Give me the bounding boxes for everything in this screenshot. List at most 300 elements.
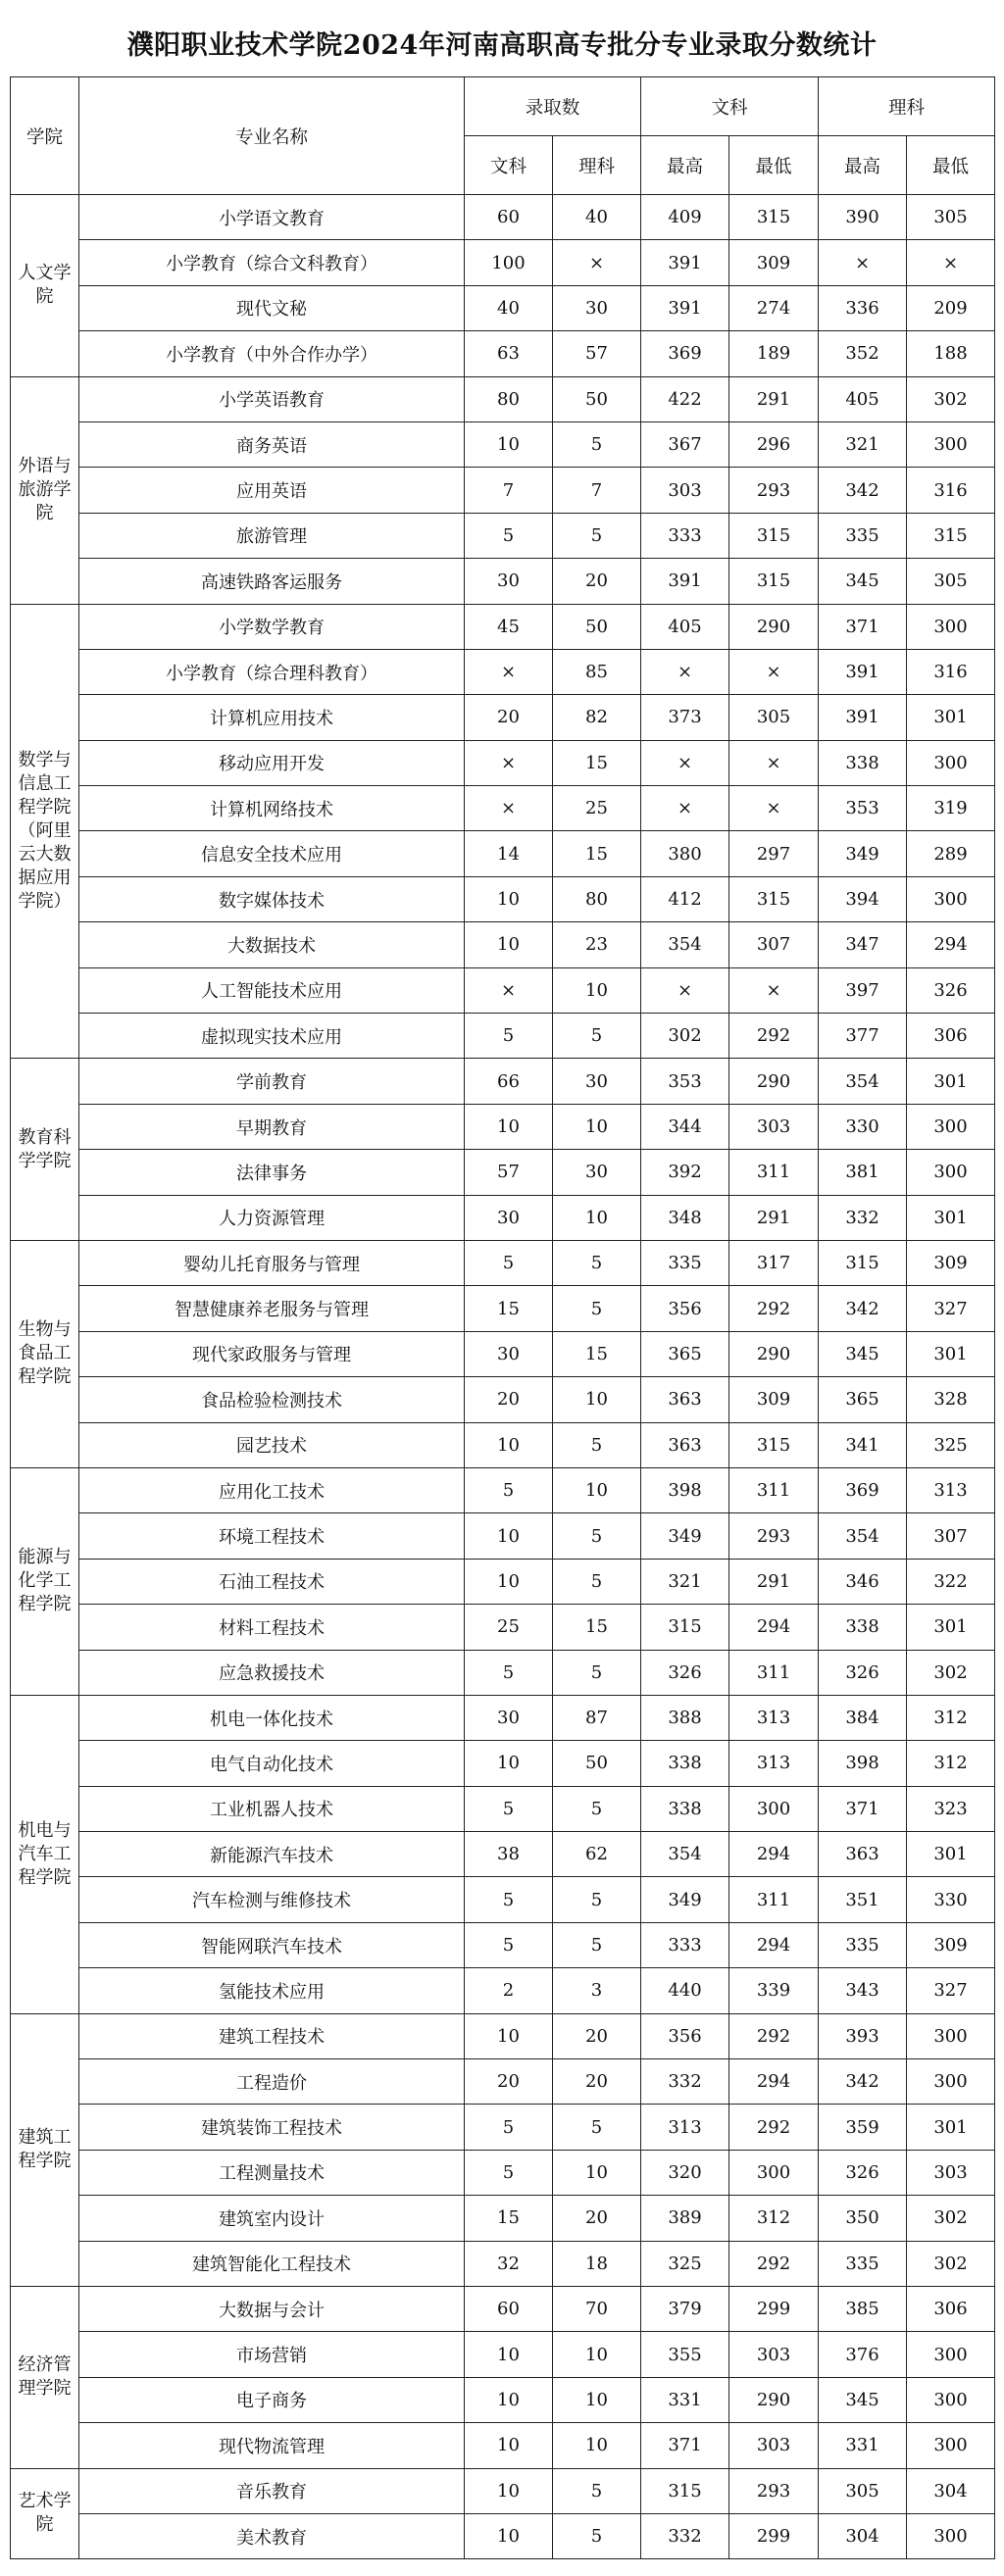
enroll-wenke: 10 [465,2423,553,2468]
major-name: 现代文秘 [79,285,465,330]
like-min: 327 [907,1286,995,1331]
enroll-wenke: 30 [465,1195,553,1240]
enroll-wenke: 66 [465,1059,553,1104]
like-min: 323 [907,1786,995,1831]
enroll-wenke: 40 [465,285,553,330]
enroll-like: 80 [553,876,641,921]
wenke-min: 305 [729,695,819,740]
wenke-max: 349 [641,1877,729,1922]
major-name: 环境工程技术 [79,1513,465,1559]
header-enroll-count: 录取数 [465,77,641,136]
enroll-like: 5 [553,2105,641,2150]
like-max: 353 [819,786,907,831]
like-max: 391 [819,649,907,694]
major-name: 法律事务 [79,1150,465,1195]
like-max: 371 [819,604,907,649]
enroll-wenke: 5 [465,1877,553,1922]
table-row [11,1059,995,1104]
table-row [11,2513,995,2558]
like-min: 313 [907,1467,995,1512]
enroll-like: 15 [553,1331,641,1376]
enroll-wenke: × [465,649,553,694]
header-like-min: 最低 [907,136,995,195]
wenke-max: 321 [641,1559,729,1604]
like-max: 342 [819,2059,907,2105]
wenke-min: × [729,740,819,785]
major-name: 建筑工程技术 [79,2013,465,2058]
like-max: 346 [819,1559,907,1604]
enroll-like: 5 [553,1240,641,1285]
like-max: 381 [819,1150,907,1195]
like-max: 351 [819,1877,907,1922]
enroll-like: 50 [553,1741,641,1786]
like-max: 345 [819,559,907,604]
enroll-like: 57 [553,331,641,376]
table-row [11,1195,995,1240]
wenke-max: × [641,967,729,1013]
like-min: 301 [907,1195,995,1240]
college-name: 能源与化学工程学院 [11,1467,79,1695]
wenke-max: × [641,649,729,694]
like-min: 300 [907,2423,995,2468]
table-row [11,2241,995,2286]
major-name: 工程测量技术 [79,2150,465,2195]
college-name: 建筑工程学院 [11,2013,79,2286]
college-name: 生物与食品工程学院 [11,1240,79,1467]
major-name: 建筑智能化工程技术 [79,2241,465,2286]
major-name: 人力资源管理 [79,1195,465,1240]
enroll-wenke: 15 [465,1286,553,1331]
enroll-like: 23 [553,922,641,967]
college-name: 教育科学学院 [11,1059,79,1241]
enroll-like: 62 [553,1832,641,1877]
wenke-min: 290 [729,2377,819,2422]
major-name: 学前教育 [79,1059,465,1104]
enroll-wenke: 10 [465,922,553,967]
table-row [11,1968,995,2013]
like-min: 328 [907,1377,995,1422]
major-name: 小学英语教育 [79,376,465,421]
like-max: 354 [819,1059,907,1104]
enroll-wenke: 5 [465,1014,553,1059]
table-row [11,1104,995,1149]
like-min: 300 [907,2332,995,2377]
major-name: 旅游管理 [79,513,465,558]
wenke-max: 388 [641,1695,729,1740]
table-row [11,786,995,831]
major-name: 小学教育（综合文科教育） [79,240,465,285]
table-row [11,740,995,785]
table-row [11,1331,995,1376]
major-name: 工程造价 [79,2059,465,2105]
table-row [11,2059,995,2105]
wenke-max: 315 [641,2468,729,2513]
wenke-max: 367 [641,421,729,467]
like-max: 391 [819,695,907,740]
wenke-min: 294 [729,1922,819,1967]
wenke-min: 292 [729,2013,819,2058]
college-name: 艺术学院 [11,2468,79,2559]
table-row [11,2423,995,2468]
enroll-wenke: 10 [465,2377,553,2422]
wenke-min: × [729,786,819,831]
enroll-like: 7 [553,468,641,513]
major-name: 美术教育 [79,2513,465,2558]
enroll-wenke: 5 [465,513,553,558]
enroll-wenke: 38 [465,1832,553,1877]
wenke-min: 293 [729,2468,819,2513]
major-name: 现代家政服务与管理 [79,1331,465,1376]
enroll-wenke: 30 [465,1695,553,1740]
wenke-min: 293 [729,1513,819,1559]
like-max: 347 [819,922,907,967]
like-max: 338 [819,740,907,785]
header-like-scores: 理科 [819,77,995,136]
table-row [11,285,995,330]
like-min: 305 [907,195,995,240]
wenke-max: 333 [641,513,729,558]
enroll-wenke: 20 [465,695,553,740]
wenke-min: 309 [729,240,819,285]
like-max: 331 [819,2423,907,2468]
like-min: 307 [907,1513,995,1559]
like-max: 332 [819,1195,907,1240]
major-name: 小学教育（中外合作办学） [79,331,465,376]
major-name: 计算机应用技术 [79,695,465,740]
major-name: 园艺技术 [79,1422,465,1467]
header-wenke-min: 最低 [729,136,819,195]
major-name: 音乐教育 [79,2468,465,2513]
major-name: 高速铁路客运服务 [79,559,465,604]
like-min: 309 [907,1922,995,1967]
enroll-like: 20 [553,2013,641,2058]
enroll-like: 5 [553,513,641,558]
like-max: 376 [819,2332,907,2377]
table-row [11,1741,995,1786]
header-enroll-like: 理科 [553,136,641,195]
table-row [11,1467,995,1512]
enroll-like: 5 [553,2513,641,2558]
enroll-like: 5 [553,421,641,467]
table-row [11,876,995,921]
college-name: 人文学院 [11,195,79,377]
like-max: 397 [819,967,907,1013]
like-max: 349 [819,831,907,876]
enroll-wenke: 10 [465,876,553,921]
wenke-min: 293 [729,468,819,513]
enroll-wenke: 30 [465,559,553,604]
like-min: 309 [907,1240,995,1285]
table-row [11,967,995,1013]
enroll-like: 50 [553,604,641,649]
wenke-min: 292 [729,2105,819,2150]
like-min: 312 [907,1695,995,1740]
enroll-like: 15 [553,831,641,876]
header-wenke-max: 最高 [641,136,729,195]
like-min: 300 [907,421,995,467]
table-row [11,1650,995,1695]
enroll-like: 20 [553,2196,641,2241]
enroll-wenke: 10 [465,2468,553,2513]
enroll-wenke: 10 [465,2013,553,2058]
wenke-min: 339 [729,1968,819,2013]
enroll-like: 10 [553,1377,641,1422]
major-name: 电气自动化技术 [79,1741,465,1786]
wenke-max: 326 [641,1650,729,1695]
table-row [11,1150,995,1195]
enroll-like: 5 [553,1559,641,1604]
enroll-like: 87 [553,1695,641,1740]
major-name: 计算机网络技术 [79,786,465,831]
table-row [11,2377,995,2422]
major-name: 应用英语 [79,468,465,513]
major-name: 工业机器人技术 [79,1786,465,1831]
major-name: 汽车检测与维修技术 [79,1877,465,1922]
wenke-max: 356 [641,1286,729,1331]
like-min: 188 [907,331,995,376]
table-row [11,2150,995,2195]
enroll-like: 10 [553,2377,641,2422]
wenke-min: 300 [729,2150,819,2195]
major-name: 虚拟现实技术应用 [79,1014,465,1059]
like-min: 327 [907,1968,995,2013]
enroll-wenke: 25 [465,1605,553,1650]
table-row [11,2286,995,2331]
table-row [11,559,995,604]
wenke-min: 291 [729,1559,819,1604]
wenke-max: 391 [641,240,729,285]
enroll-wenke: 5 [465,1922,553,1967]
table-row [11,1922,995,1967]
table-row [11,2332,995,2377]
table-row [11,831,995,876]
wenke-max: 332 [641,2513,729,2558]
wenke-min: 311 [729,1467,819,1512]
like-max: × [819,240,907,285]
wenke-min: 299 [729,2286,819,2331]
like-max: 335 [819,513,907,558]
major-name: 婴幼儿托育服务与管理 [79,1240,465,1285]
wenke-max: 315 [641,1605,729,1650]
enroll-wenke: × [465,786,553,831]
like-max: 326 [819,2150,907,2195]
like-min: 301 [907,1059,995,1104]
like-min: × [907,240,995,285]
wenke-min: 300 [729,1786,819,1831]
major-name: 商务英语 [79,421,465,467]
major-name: 新能源汽车技术 [79,1832,465,1877]
table-row [11,376,995,421]
like-max: 335 [819,1922,907,1967]
wenke-max: 353 [641,1059,729,1104]
major-name: 机电一体化技术 [79,1695,465,1740]
enroll-like: 30 [553,1059,641,1104]
table-row [11,604,995,649]
enroll-wenke: × [465,740,553,785]
table-row [11,2468,995,2513]
like-max: 385 [819,2286,907,2331]
like-min: 300 [907,2377,995,2422]
like-min: 316 [907,649,995,694]
like-min: 302 [907,376,995,421]
enroll-wenke: 10 [465,1422,553,1467]
table-row [11,2013,995,2058]
wenke-min: 189 [729,331,819,376]
wenke-max: × [641,786,729,831]
table-row [11,240,995,285]
like-max: 330 [819,1104,907,1149]
like-min: 301 [907,2105,995,2150]
wenke-max: 392 [641,1150,729,1195]
like-min: 301 [907,695,995,740]
table-row [11,1240,995,1285]
wenke-max: 356 [641,2013,729,2058]
enroll-wenke: 10 [465,2332,553,2377]
wenke-max: 349 [641,1513,729,1559]
wenke-min: 290 [729,604,819,649]
enroll-wenke: 80 [465,376,553,421]
enroll-wenke: 30 [465,1331,553,1376]
wenke-min: × [729,649,819,694]
wenke-max: 354 [641,1832,729,1877]
like-min: 326 [907,967,995,1013]
wenke-max: 371 [641,2423,729,2468]
like-max: 336 [819,285,907,330]
major-name: 电子商务 [79,2377,465,2422]
wenke-max: 363 [641,1377,729,1422]
like-max: 341 [819,1422,907,1467]
major-name: 移动应用开发 [79,740,465,785]
table-row [11,2196,995,2241]
table-row [11,695,995,740]
enroll-wenke: 100 [465,240,553,285]
college-name: 机电与汽车工程学院 [11,1695,79,2013]
enroll-like: 82 [553,695,641,740]
admission-score-table [10,76,995,2559]
major-name: 应用化工技术 [79,1467,465,1512]
major-name: 大数据技术 [79,922,465,967]
table-row [11,1422,995,1467]
like-min: 300 [907,740,995,785]
wenke-max: 355 [641,2332,729,2377]
enroll-like: 85 [553,649,641,694]
header-enroll-wenke: 文科 [465,136,553,195]
enroll-wenke: 32 [465,2241,553,2286]
enroll-like: 25 [553,786,641,831]
table-row [11,1286,995,1331]
wenke-min: 315 [729,559,819,604]
enroll-like: 5 [553,1650,641,1695]
like-max: 345 [819,1331,907,1376]
wenke-min: 290 [729,1331,819,1376]
wenke-max: 354 [641,922,729,967]
wenke-max: 391 [641,285,729,330]
table-row [11,468,995,513]
wenke-min: 303 [729,2332,819,2377]
wenke-min: 291 [729,376,819,421]
enroll-like: 5 [553,1922,641,1967]
like-max: 342 [819,468,907,513]
header-like-max: 最高 [819,136,907,195]
like-min: 300 [907,1104,995,1149]
like-max: 405 [819,376,907,421]
like-min: 300 [907,2059,995,2105]
enroll-wenke: 57 [465,1150,553,1195]
like-min: 302 [907,1650,995,1695]
enroll-wenke: 10 [465,1559,553,1604]
major-name: 大数据与会计 [79,2286,465,2331]
wenke-max: 325 [641,2241,729,2286]
major-name: 应急救援技术 [79,1650,465,1695]
like-max: 321 [819,421,907,467]
enroll-wenke: 10 [465,2513,553,2558]
enroll-like: 10 [553,2332,641,2377]
header-wenke-scores: 文科 [641,77,819,136]
enroll-like: 18 [553,2241,641,2286]
wenke-max: 331 [641,2377,729,2422]
like-max: 377 [819,1014,907,1059]
like-min: 325 [907,1422,995,1467]
wenke-min: 303 [729,2423,819,2468]
like-max: 359 [819,2105,907,2150]
enroll-like: 5 [553,1786,641,1831]
enroll-like: 3 [553,1968,641,2013]
enroll-like: 40 [553,195,641,240]
wenke-min: 313 [729,1741,819,1786]
like-min: 312 [907,1741,995,1786]
wenke-min: 296 [729,421,819,467]
enroll-like: 5 [553,1286,641,1331]
enroll-like: 30 [553,285,641,330]
enroll-wenke: 5 [465,1467,553,1512]
wenke-max: 391 [641,559,729,604]
wenke-min: 315 [729,195,819,240]
major-name: 小学数学教育 [79,604,465,649]
wenke-max: 422 [641,376,729,421]
like-max: 394 [819,876,907,921]
like-max: 363 [819,1832,907,1877]
like-min: 322 [907,1559,995,1604]
wenke-min: 307 [729,922,819,967]
enroll-like: 10 [553,1104,641,1149]
header-college: 学院 [11,77,79,195]
major-name: 现代物流管理 [79,2423,465,2468]
like-max: 335 [819,2241,907,2286]
like-min: 300 [907,1150,995,1195]
major-name: 市场营销 [79,2332,465,2377]
wenke-max: 398 [641,1467,729,1512]
wenke-min: 294 [729,1832,819,1877]
major-name: 建筑装饰工程技术 [79,2105,465,2150]
like-max: 304 [819,2513,907,2558]
wenke-min: 317 [729,1240,819,1285]
wenke-min: × [729,967,819,1013]
wenke-max: 380 [641,831,729,876]
enroll-like: 5 [553,1513,641,1559]
like-max: 338 [819,1605,907,1650]
like-min: 301 [907,1832,995,1877]
enroll-wenke: 10 [465,1513,553,1559]
enroll-wenke: 60 [465,195,553,240]
like-min: 300 [907,2013,995,2058]
like-max: 305 [819,2468,907,2513]
wenke-max: 389 [641,2196,729,2241]
wenke-max: 320 [641,2150,729,2195]
like-max: 369 [819,1467,907,1512]
enroll-wenke: 5 [465,1240,553,1285]
like-min: 319 [907,786,995,831]
wenke-max: 333 [641,1922,729,1967]
